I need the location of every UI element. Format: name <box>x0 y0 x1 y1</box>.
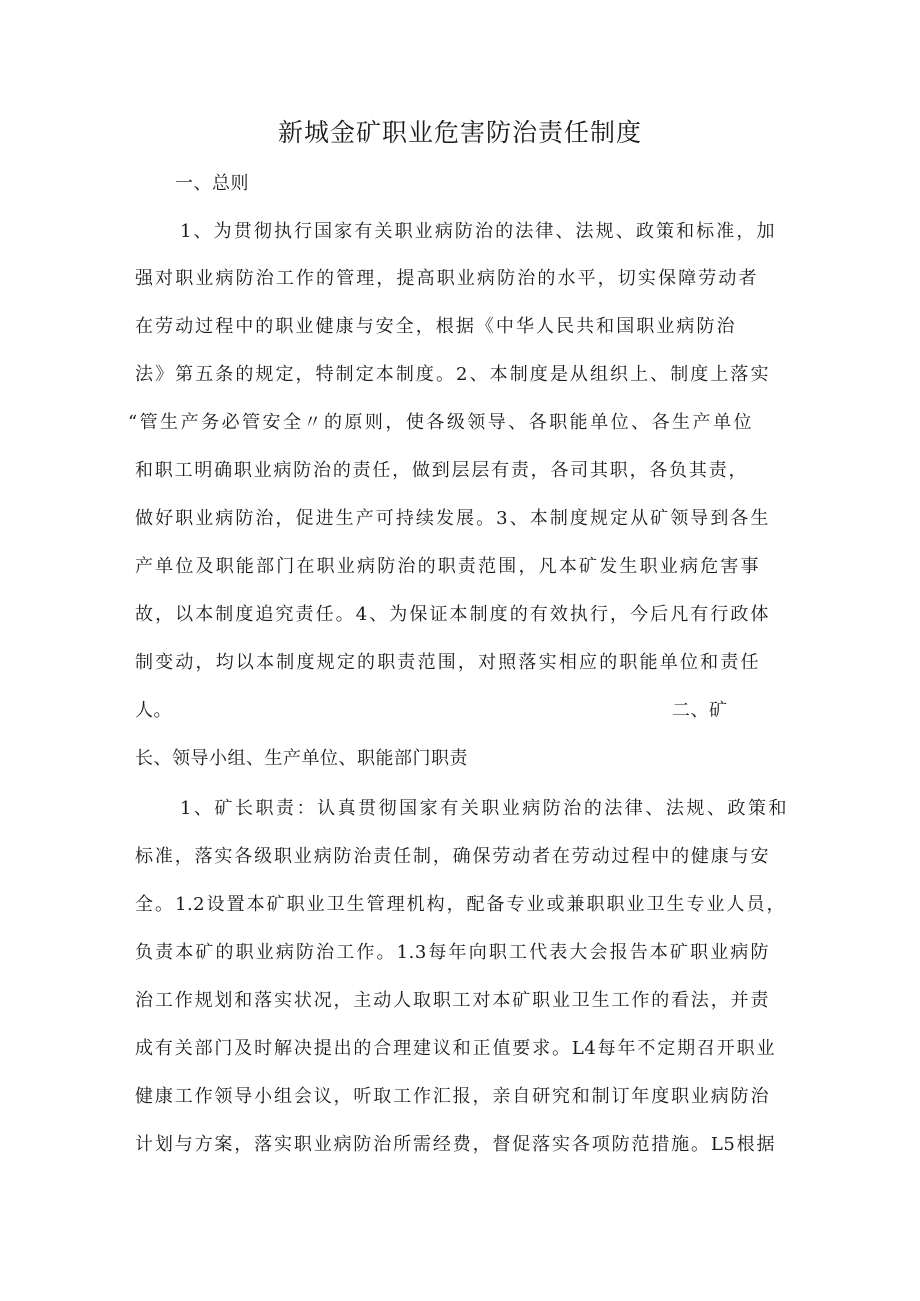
paragraph-line: 治工作规划和落实状况，主动人取职工对本矿职业卫生工作的看法，并责 <box>135 990 769 1011</box>
paragraph-line: 成有关部门及时解决提出的合理建议和正值要求。L4每年不定期召开职业 <box>135 1038 775 1059</box>
paragraph-line: 制变动，均以本制度规定的职责范围，对照落实相应的职能单位和责任 <box>135 652 759 673</box>
document-title: 新城金矿职业危害防治责任制度 <box>277 118 642 147</box>
paragraph-line: 强对职业病防治工作的管理，提高职业病防治的水平，切实保障劳动者 <box>135 268 757 289</box>
paragraph-line: 负责本矿的职业病防治工作。1.3每年向职工代表大会报告本矿职业病防 <box>135 942 769 963</box>
section-heading-continued: 长、领导小组、生产单位、职能部门职责 <box>135 748 468 769</box>
paragraph-line: 故，以本制度追究责任。4、为保证本制度的有效执行，今后凡有行政体 <box>135 604 769 625</box>
paragraph-line-end: 人。 <box>135 700 172 721</box>
paragraph-line: 在劳动过程中的职业健康与安全，根据《中华人民共和国职业病防治 <box>135 316 735 337</box>
paragraph-line: 产单位及职能部门在职业病防治的职责范围，凡本矿发生职业病危害事 <box>135 556 759 577</box>
paragraph-line: 标准，落实各级职业病防治责任制，确保劳动者在劳动过程中的健康与安 <box>135 846 769 867</box>
paragraph-line: 计划与方案，落实职业病防治所需经费，督促落实各项防范措施。L5根据 <box>135 1134 775 1155</box>
paragraph-line: 1、为贯彻执行国家有关职业病防治的法律、法规、政策和标准，加 <box>180 221 775 242</box>
paragraph-line: 做好职业病防治，促进生产可持续发展。3、本制度规定从矿领导到各生 <box>135 508 769 529</box>
section-heading-general: 一、总则 <box>175 173 249 194</box>
paragraph-line <box>135 697 728 725</box>
section-heading-duties: 二、矿 <box>672 700 728 721</box>
paragraph-line: 1、矿长职责：认真贯彻国家有关职业病防治的法律、法规、政策和 <box>180 798 787 819</box>
paragraph-line: 法》第五条的规定，特制定本制度。2、本制度是从组织上、制度上落实 <box>135 364 769 385</box>
paragraph-line: “管生产务必管安全〃的原则，使各级领导、各职能单位、各生产单位 <box>128 412 752 433</box>
paragraph-line: 健康工作领导小组会议，听取工作汇报，亲自研究和制订年度职业病防治 <box>135 1086 769 1107</box>
paragraph-line: 和职工明确职业病防治的责任，做到层层有责，各司其职，各负其责， <box>135 460 747 481</box>
paragraph-line: 全。1.2设置本矿职业卫生管理机构，配备专业或兼职职业卫生专业人员， <box>135 894 785 915</box>
